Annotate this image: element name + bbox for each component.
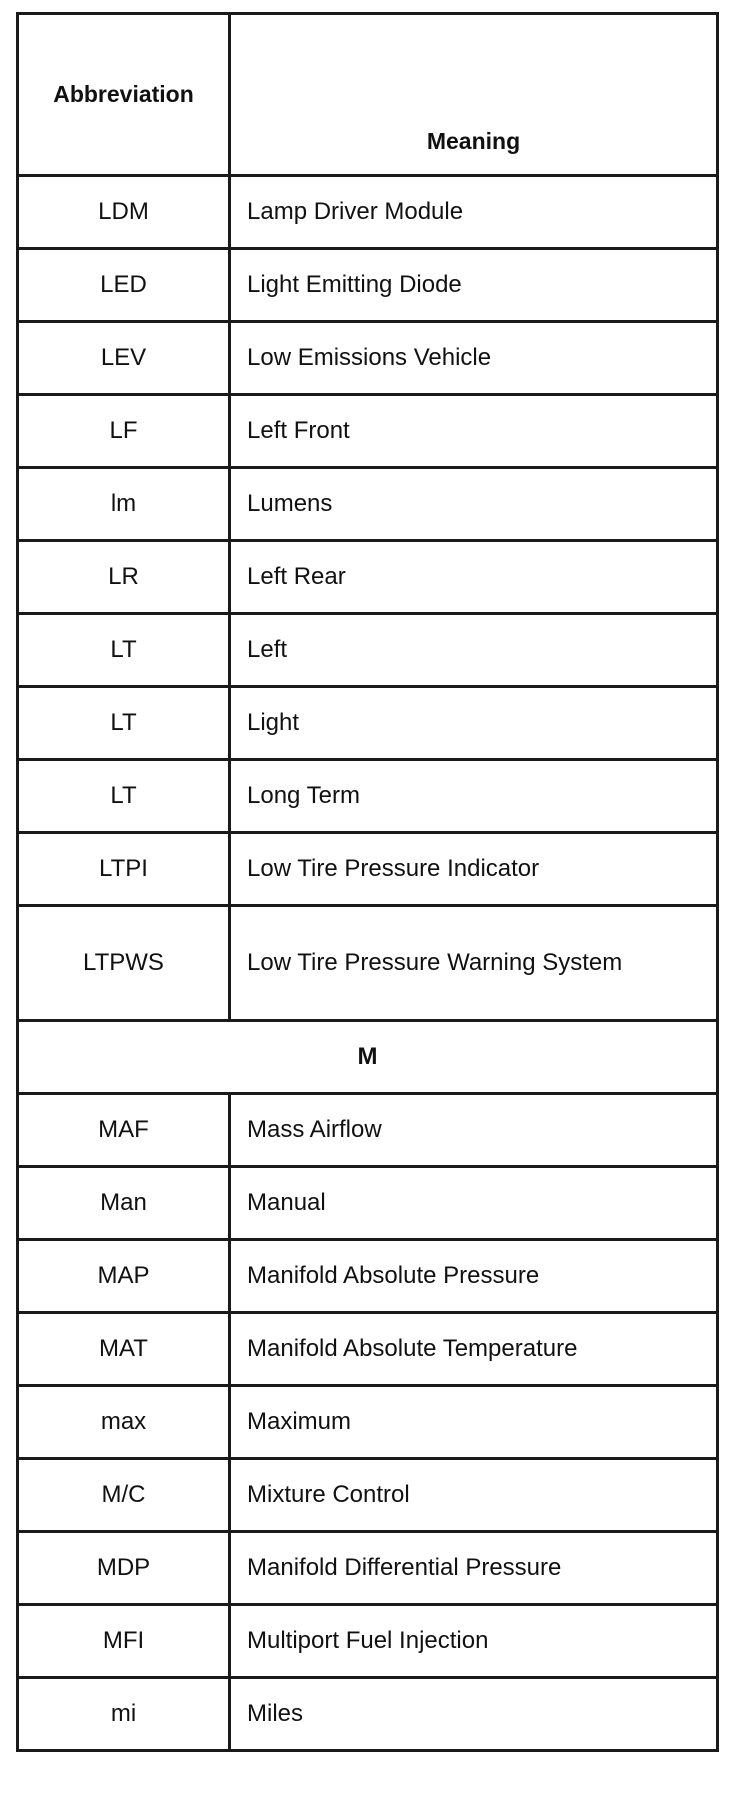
abbreviation-cell: MDP	[18, 1532, 230, 1605]
table-row	[18, 614, 718, 687]
abbreviation-cell: mi	[18, 1678, 230, 1751]
meaning-cell: Left	[230, 614, 718, 687]
meaning-cell: Manifold Differential Pressure	[230, 1532, 718, 1605]
meaning-cell: Maximum	[230, 1386, 718, 1459]
meaning-cell: Left Rear	[230, 541, 718, 614]
abbreviation-cell: lm	[18, 468, 230, 541]
abbreviation-cell: LT	[18, 614, 230, 687]
abbreviation-cell: MAP	[18, 1240, 230, 1313]
abbreviation-cell: MFI	[18, 1605, 230, 1678]
table-row	[18, 249, 718, 322]
abbreviation-cell: LF	[18, 395, 230, 468]
abbreviation-table	[16, 12, 719, 1752]
abbreviation-cell: LEV	[18, 322, 230, 395]
meaning-cell: Lamp Driver Module	[230, 176, 718, 249]
meaning-cell: Left Front	[230, 395, 718, 468]
table-row	[18, 541, 718, 614]
table-row	[18, 833, 718, 906]
abbreviation-cell: LED	[18, 249, 230, 322]
header-row	[18, 14, 718, 176]
section-heading: M	[18, 1021, 718, 1094]
meaning-cell: Miles	[230, 1678, 718, 1751]
table-row	[18, 1678, 718, 1751]
table-row	[18, 1313, 718, 1386]
abbreviation-sheet	[16, 12, 716, 1752]
table-row	[18, 1167, 718, 1240]
meaning-cell: Manifold Absolute Temperature	[230, 1313, 718, 1386]
meaning-cell: Mass Airflow	[230, 1094, 718, 1167]
section-row	[18, 1021, 718, 1094]
table-row	[18, 1240, 718, 1313]
meaning-cell: Low Tire Pressure Warning System	[230, 906, 718, 1021]
meaning-cell: Light	[230, 687, 718, 760]
table-row	[18, 687, 718, 760]
table-row	[18, 1532, 718, 1605]
table-row	[18, 760, 718, 833]
meaning-cell: Low Tire Pressure Indicator	[230, 833, 718, 906]
abbreviation-cell: LDM	[18, 176, 230, 249]
abbreviation-cell: LT	[18, 760, 230, 833]
table-row	[18, 1605, 718, 1678]
abbreviation-cell: LR	[18, 541, 230, 614]
meaning-cell: Low Emissions Vehicle	[230, 322, 718, 395]
meaning-cell: Long Term	[230, 760, 718, 833]
meaning-column-header: Meaning	[230, 14, 718, 176]
table-row	[18, 176, 718, 249]
abbreviation-cell: MAF	[18, 1094, 230, 1167]
meaning-cell: Lumens	[230, 468, 718, 541]
abbreviation-cell: LTPI	[18, 833, 230, 906]
abbreviation-cell: MAT	[18, 1313, 230, 1386]
meaning-cell: Mixture Control	[230, 1459, 718, 1532]
table-row	[18, 468, 718, 541]
meaning-cell: Manifold Absolute Pressure	[230, 1240, 718, 1313]
abbreviation-cell: Man	[18, 1167, 230, 1240]
table-row	[18, 1459, 718, 1532]
abbreviation-cell: LT	[18, 687, 230, 760]
abbreviation-cell: M/C	[18, 1459, 230, 1532]
meaning-cell: Light Emitting Diode	[230, 249, 718, 322]
table-row	[18, 395, 718, 468]
meaning-cell: Multiport Fuel Injection	[230, 1605, 718, 1678]
table-row	[18, 1386, 718, 1459]
table-row	[18, 322, 718, 395]
abbreviation-cell: max	[18, 1386, 230, 1459]
meaning-cell: Manual	[230, 1167, 718, 1240]
abbreviation-cell: LTPWS	[18, 906, 230, 1021]
table-row	[18, 1094, 718, 1167]
table-row	[18, 906, 718, 1021]
abbreviation-column-header: Abbreviation	[18, 14, 230, 176]
